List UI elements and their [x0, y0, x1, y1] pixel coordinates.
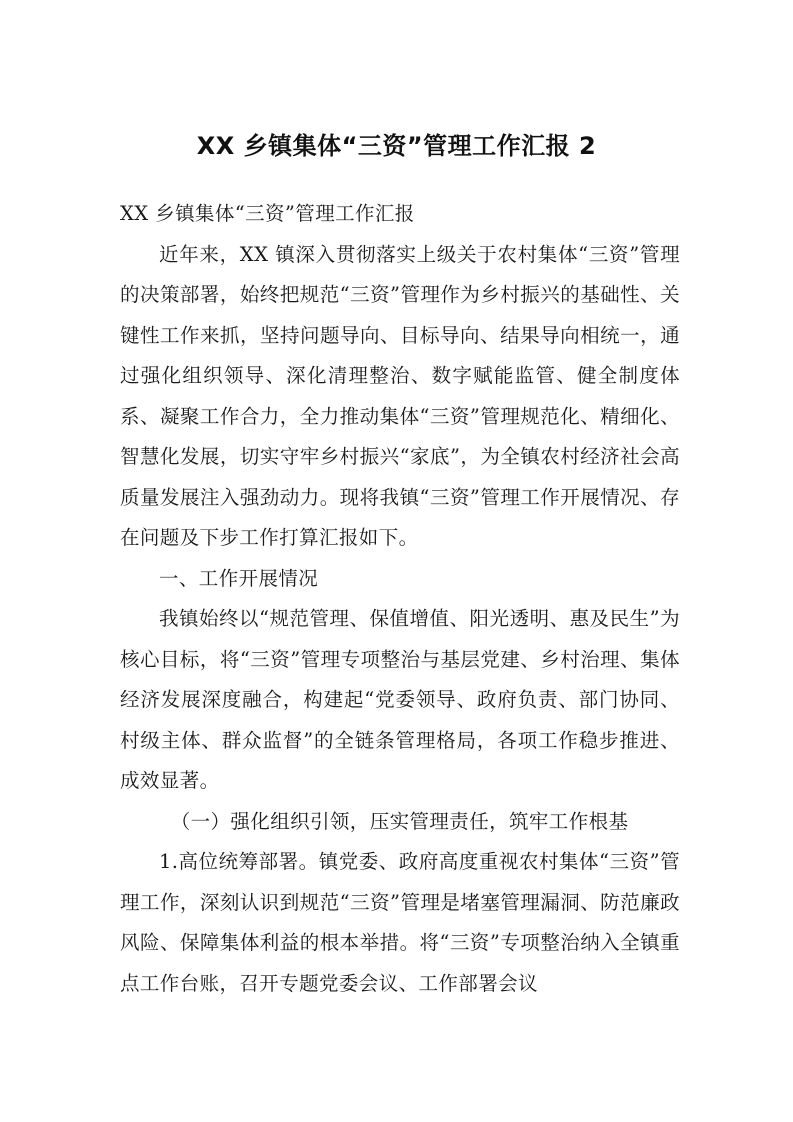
intro-paragraph: 近年来，XX 镇深入贯彻落实上级关于农村集体“三资”管理的决策部署，始终把规范“三资”管理作为乡村振兴的基础性、关键性工作来抓，坚持问题导向、目标导向、结果导向相统一，通过强化组织领导、深化清理整治、数字赋能监管、健全制度体系、凝聚工作合力，全力推动集体“三资”管理规范化、精细化、智慧化发展，切实守牢乡村振兴“家底”，为全镇农村经济社会高质量发展注入强劲动力。现将我镇“三资”管理工作开展情况、存在问题及下步工作打算汇报如下。: [120, 242, 680, 549]
document-title: XX 乡镇集体“三资”管理工作汇报 2: [196, 132, 597, 160]
section-heading: 一、工作开展情况: [159, 566, 319, 590]
document-body: [120, 194, 680, 1004]
item-paragraph: 1.高位统筹部署。镇党委、政府高度重视农村集体“三资”管理工作，深刻认识到规范“三资”管理是堵塞管理漏洞、防范廉政风险、保障集体利益的根本举措。将“三资”专项整治纳入全镇重点工作台账，召开专题党委会议、工作部署会议: [120, 850, 680, 995]
subtitle-paragraph: XX 乡镇集体“三资”管理工作汇报: [120, 202, 415, 225]
subsection-heading: （一）强化组织引领，压实管理责任，筑牢工作根基: [170, 809, 629, 833]
section-paragraph: 我镇始终以“规范管理、保值增值、阳光透明、惠及民生”为核心目标，将“三资”管理专项整治与基层党建、乡村治理、集体经济发展深度融合，构建起“党委领导、政府负责、部门协同、村级主体、群众监督”的全链条管理格局，各项工作稳步推进、成效显著。: [120, 607, 680, 792]
